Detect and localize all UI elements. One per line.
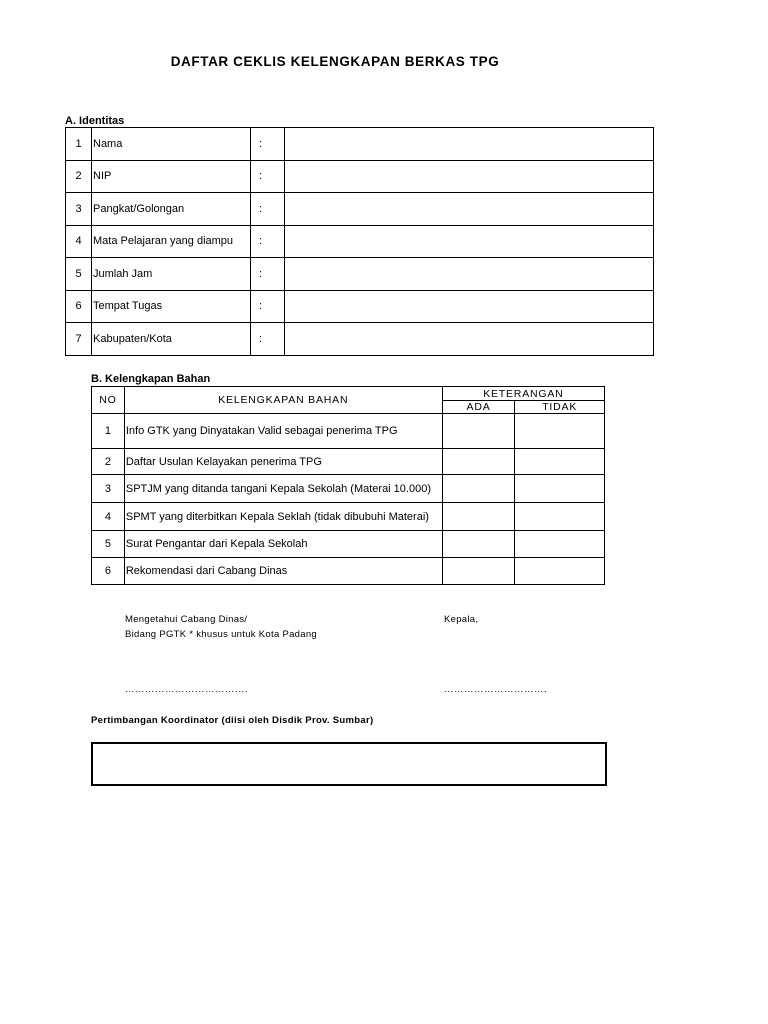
signature-right [444, 612, 478, 627]
signature-right-line1: Kepala, [444, 614, 479, 625]
identity-row-colon: : [251, 160, 285, 193]
identity-row [66, 290, 654, 323]
checklist-row-ada[interactable] [442, 558, 515, 585]
identity-row-no: 5 [66, 258, 92, 291]
identity-row-no: 7 [66, 323, 92, 356]
checklist-row-tidak[interactable] [515, 475, 605, 503]
identity-row-colon: : [251, 193, 285, 226]
checklist-row-item: SPMT yang diterbitkan Kepala Seklah (tidak dibubuhi Materai) [124, 503, 442, 531]
header-item: KELENGKAPAN BAHAN [124, 387, 442, 414]
identity-row [66, 160, 654, 193]
identity-row-value[interactable] [285, 160, 654, 193]
checklist-row-item: Daftar Usulan Kelayakan penerima TPG [124, 449, 442, 475]
identity-row-value[interactable] [285, 128, 654, 161]
identity-row [66, 258, 654, 291]
identity-row-colon: : [251, 225, 285, 258]
identity-row-no: 3 [66, 193, 92, 226]
checklist-row [92, 531, 605, 558]
checklist-row-item: SPTJM yang ditanda tangani Kepala Sekolah (Materai 10.000) [124, 475, 442, 503]
identity-row-colon: : [251, 323, 285, 356]
identity-row [66, 323, 654, 356]
identity-row-colon: : [251, 128, 285, 161]
identity-row-colon: : [251, 258, 285, 291]
checklist-row-tidak[interactable] [515, 531, 605, 558]
identity-row [66, 225, 654, 258]
signature-right-dots: …………………………. [444, 684, 548, 695]
identity-row [66, 193, 654, 226]
section-b-heading: B. Kelengkapan Bahan [91, 373, 211, 385]
checklist-row-tidak[interactable] [515, 503, 605, 531]
identity-row-no: 1 [66, 128, 92, 161]
identity-row-label: Pangkat/Golongan [92, 193, 251, 226]
identity-table [65, 127, 654, 356]
pertimbangan-label: Pertimbangan Koordinator (diisi oleh Disdik Prov. Sumbar) [91, 715, 374, 726]
identity-row [66, 128, 654, 161]
identity-row-label: Kabupaten/Kota [92, 323, 251, 356]
identity-row-value[interactable] [285, 258, 654, 291]
signature-left [125, 612, 317, 642]
checklist-row-ada[interactable] [442, 531, 515, 558]
identity-row-no: 2 [66, 160, 92, 193]
header-ada: ADA [442, 401, 515, 414]
identity-row-value[interactable] [285, 193, 654, 226]
checklist-row-no: 6 [92, 558, 125, 585]
checklist-row-no: 1 [92, 414, 125, 449]
checklist-row-no: 4 [92, 503, 125, 531]
identity-row-label: Jumlah Jam [92, 258, 251, 291]
checklist-table [91, 386, 605, 585]
header-keterangan: KETERANGAN [442, 387, 604, 401]
checklist-row [92, 558, 605, 585]
identity-row-colon: : [251, 290, 285, 323]
identity-row-value[interactable] [285, 225, 654, 258]
signature-left-line2: Bidang PGTK * khusus untuk Kota Padang [125, 629, 318, 640]
checklist-row [92, 503, 605, 531]
checklist-row-tidak[interactable] [515, 449, 605, 475]
checklist-row-tidak[interactable] [515, 414, 605, 449]
header-no: NO [92, 387, 125, 414]
checklist-row [92, 475, 605, 503]
identity-row-value[interactable] [285, 290, 654, 323]
checklist-row-item: Info GTK yang Dinyatakan Valid sebagai penerima TPG [124, 414, 442, 449]
checklist-row-no: 3 [92, 475, 125, 503]
identity-row-value[interactable] [285, 323, 654, 356]
signature-left-line1: Mengetahui Cabang Dinas/ [125, 614, 248, 625]
checklist-row-item: Surat Pengantar dari Kepala Sekolah [124, 531, 442, 558]
checklist-row-ada[interactable] [442, 449, 515, 475]
checklist-row-item: Rekomendasi dari Cabang Dinas [124, 558, 442, 585]
checklist-row-ada[interactable] [442, 475, 515, 503]
identity-row-label: Tempat Tugas [92, 290, 251, 323]
checklist-row-ada[interactable] [442, 503, 515, 531]
pertimbangan-box[interactable] [91, 742, 607, 786]
identity-row-label: Mata Pelajaran yang diampu [92, 225, 251, 258]
section-a-heading: A. Identitas [65, 115, 125, 127]
signature-left-dots: ………………………………. [125, 684, 249, 695]
checklist-row-no: 5 [92, 531, 125, 558]
identity-row-label: Nama [92, 128, 251, 161]
page-title: DAFTAR CEKLIS KELENGKAPAN BERKAS TPG [170, 54, 500, 69]
checklist-row [92, 414, 605, 449]
identity-row-no: 6 [66, 290, 92, 323]
checklist-row-tidak[interactable] [515, 558, 605, 585]
header-tidak: TIDAK [515, 401, 605, 414]
checklist-row-no: 2 [92, 449, 125, 475]
identity-row-no: 4 [66, 225, 92, 258]
checklist-row-ada[interactable] [442, 414, 515, 449]
checklist-row [92, 449, 605, 475]
identity-row-label: NIP [92, 160, 251, 193]
